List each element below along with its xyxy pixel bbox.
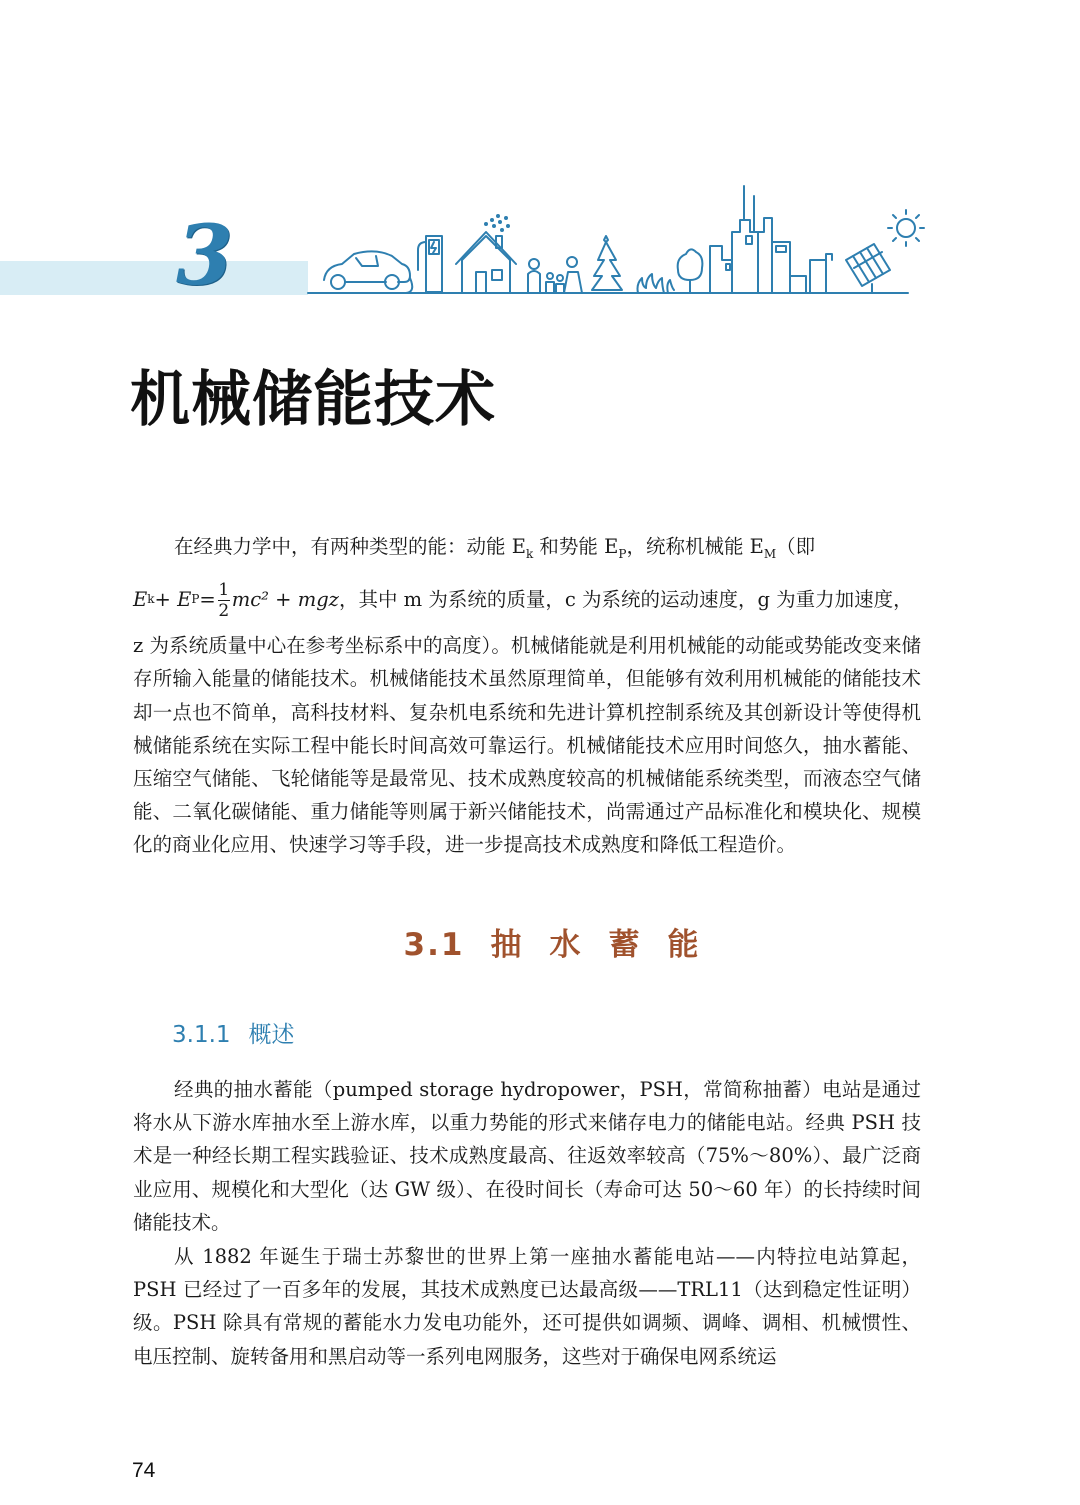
chapter-number: 3: [176, 208, 234, 304]
intro-line-1: 在经典力学中，有两种类型的能：动能 $E_k$ 和势能 $E_P$，统称机械能 $E_M$（即: [174, 535, 816, 561]
energy-formula-line: E k + E P = $\frac{1}{2}$ mc² + mgz ，其中 m 为系统的质量，c 为系统的运动速度，g 为重力加速度，: [133, 579, 913, 621]
subsection-heading: 3.1.1 概述: [172, 1022, 295, 1048]
paragraph-psh-intro: 经典的抽水蓄能（pumped storage hydropower，PSH，常简称抽蓄）电站是通过将水从下游水库抽水至上游水库，以重力势能的形式来储存电力的储能电站。经典 PSH 技术是一种经长期工程实践验证、技术成熟度最高、往返效率较高（75%～80%）、最广泛商业应用、规模化和大型化（达 GW 级）、在役时间长（寿命可达 50～60 年）的长持续时间储能技术。: [133, 1078, 921, 1234]
intro-paragraph: [133, 530, 921, 862]
city-skyline-illustration: [306, 180, 926, 300]
intro-body: z 为系统质量中心在参考坐标系中的高度）。机械储能就是利用机械能的动能或势能改变来储存所输入能量的储能技术。机械储能技术虽然原理简单，但能够有效利用机械能的储能技术却一点也不简单，高科技材料、复杂机电系统和先进计算机控制系统及其创新设计等使得机械储能系统在实际工程中能长时间高效可靠运行。机械储能技术应用时间悠久，抽水蓄能、压缩空气储能、飞轮储能等是最常见、技术成熟度较高的机械储能系统类型，而液态空气储能、二氧化碳储能、重力储能等则属于新兴储能技术，尚需通过产品标准化和模块化、规模化的商业化应用、快速学习等手段，进一步提高技术成熟度和降低工程造价。: [133, 634, 921, 857]
page-number: 74: [132, 1459, 156, 1482]
section-heading: 3.1 抽 水 蓄 能: [403, 927, 701, 963]
fraction-one-half: $\frac{1}{2}$: [218, 579, 230, 621]
chapter-title: 机械储能技术: [130, 365, 496, 435]
paragraph-psh-history: 从 1882 年诞生于瑞士苏黎世的世界上第一座抽水蓄能电站——内特拉电站算起，PSH 已经过了一百多年的发展，其技术成熟度已达最高级——TRL11（达到稳定性证明）级。PSH 除具有常规的蓄能水力发电功能外，还可提供如调频、调峰、调相、机械惯性、电压控制、旋转备用和黑启动等一系列电网服务，这些对于确保电网系统运: [133, 1245, 921, 1368]
